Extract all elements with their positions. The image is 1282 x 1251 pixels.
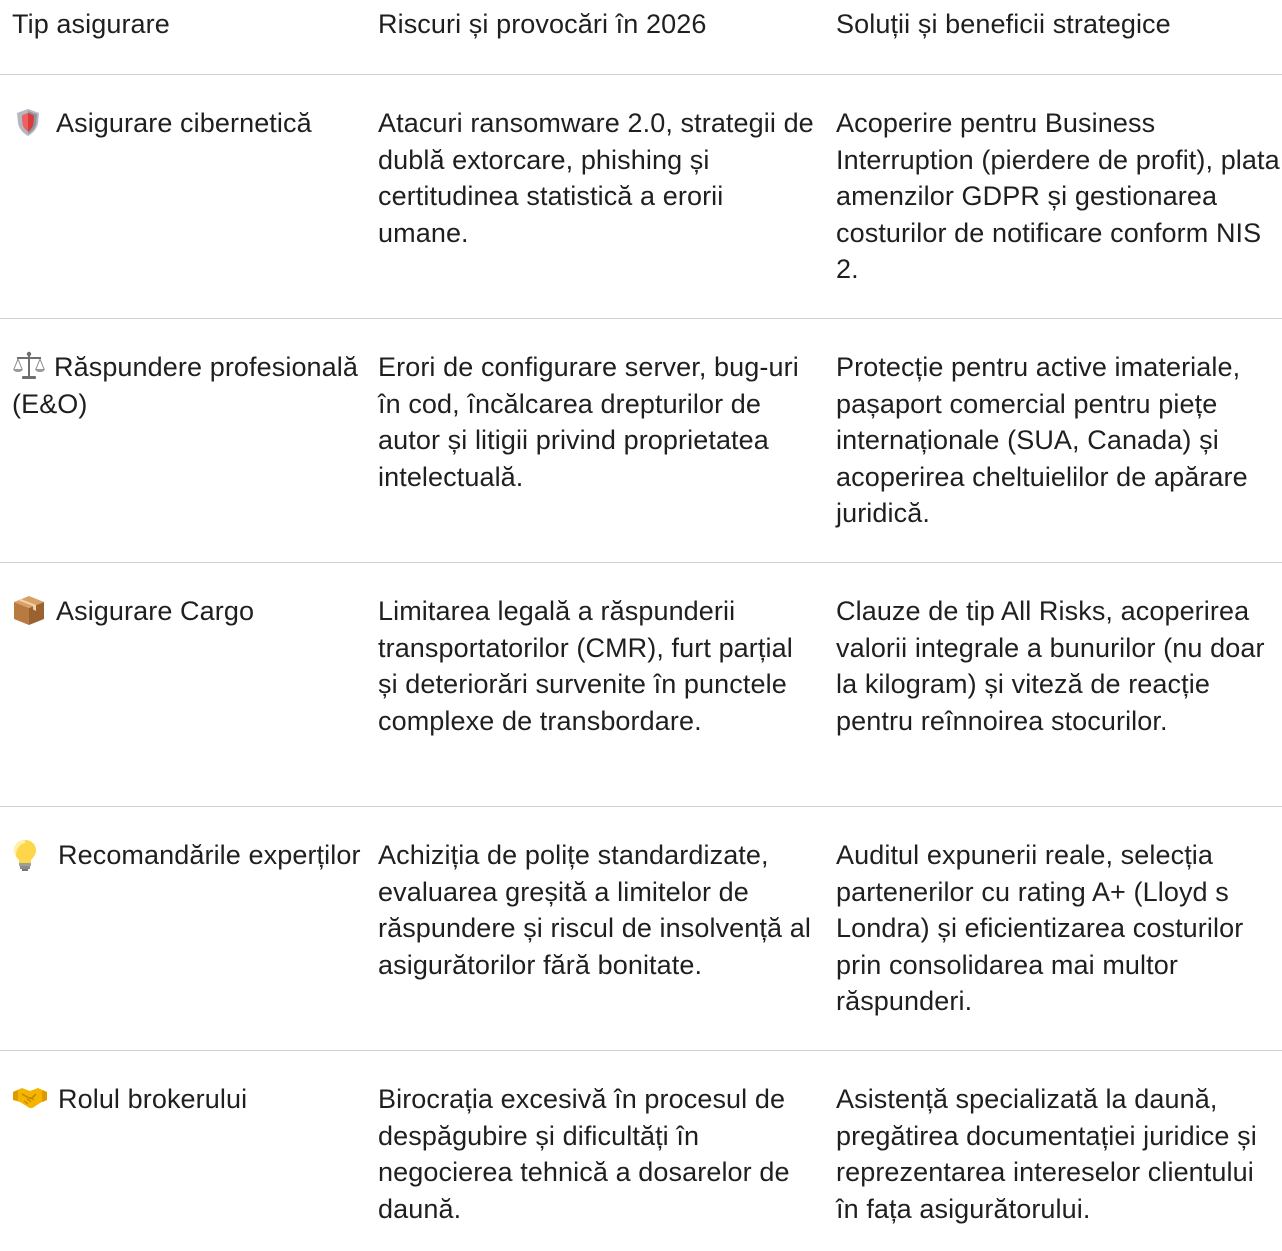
table-row xyxy=(0,807,1282,1051)
row-solutions: Protecție pentru active imateriale, pașaport comercial pentru piețe internaționale (SUA, Canada) și acoperirea cheltuielilor de apărare juridică. xyxy=(836,352,1248,528)
header-risks: Riscuri și provocări în 2026 xyxy=(378,9,707,39)
row-risks: Achiziția de polițe standardizate, evaluarea greșită a limitelor de răspundere și riscul de insolvență al asigurătorilor fără bonitate. xyxy=(378,840,811,980)
header-type: Tip asigurare xyxy=(12,9,170,39)
table-row xyxy=(0,563,1282,807)
row-solutions: Asistență specializată la daună, pregătirea documentației juridice și reprezentarea intereselor clientului în fața asigurătorului. xyxy=(836,1084,1257,1224)
row-solutions: Clauze de tip All Risks, acoperirea valorii integrale a bunurilor (nu doar la kilogram) și viteză de reacție pentru reînnoirea stocurilor. xyxy=(836,596,1265,736)
package-icon xyxy=(12,594,44,624)
row-solutions: Acoperire pentru Business Interruption (pierdere de profit), plata amenzilor GDPR și gestionarea costurilor de notificare conform NIS 2. xyxy=(836,108,1280,284)
table-header-row xyxy=(0,0,1282,75)
shield-icon xyxy=(12,106,44,136)
row-type xyxy=(12,593,362,630)
header-solutions: Soluții și beneficii strategice xyxy=(836,9,1171,39)
table-row xyxy=(0,1051,1282,1251)
row-type xyxy=(12,349,362,422)
row-risks: Birocrația excesivă în procesul de despăgubire și dificultăți în negocierea tehnică a dosarelor de daună. xyxy=(378,1084,790,1224)
table-row xyxy=(0,319,1282,563)
scales-icon xyxy=(12,350,44,380)
row-solutions: Auditul expunerii reale, selecția partenerilor cu rating A+ (Lloyd s Londra) și eficientizarea costurilor prin consolidarea mai multor răspunderi. xyxy=(836,840,1244,1016)
row-type-label: Răspundere profesională (E&O) xyxy=(12,352,359,419)
table-row xyxy=(0,75,1282,319)
row-type xyxy=(12,837,362,874)
row-type xyxy=(12,1081,362,1118)
row-risks: Limitarea legală a răspunderii transportatorilor (CMR), furt parțial și deteriorări survenite în punctele complexe de transbordare. xyxy=(378,596,793,736)
row-type xyxy=(12,105,362,142)
row-risks: Erori de configurare server, bug-uri în cod, încălcarea drepturilor de autor și litigii privind proprietatea intelectuală. xyxy=(378,352,799,492)
row-type-label: Rolul brokerului xyxy=(58,1084,248,1114)
handshake-icon xyxy=(12,1082,48,1112)
row-type-label: Recomandările experților xyxy=(58,840,361,870)
row-type-label: Asigurare cibernetică xyxy=(56,108,312,138)
row-risks: Atacuri ransomware 2.0, strategii de dublă extorcare, phishing și certitudinea statistică a erorii umane. xyxy=(378,108,814,248)
light-bulb-icon xyxy=(12,838,38,868)
row-type-label: Asigurare Cargo xyxy=(56,596,255,626)
